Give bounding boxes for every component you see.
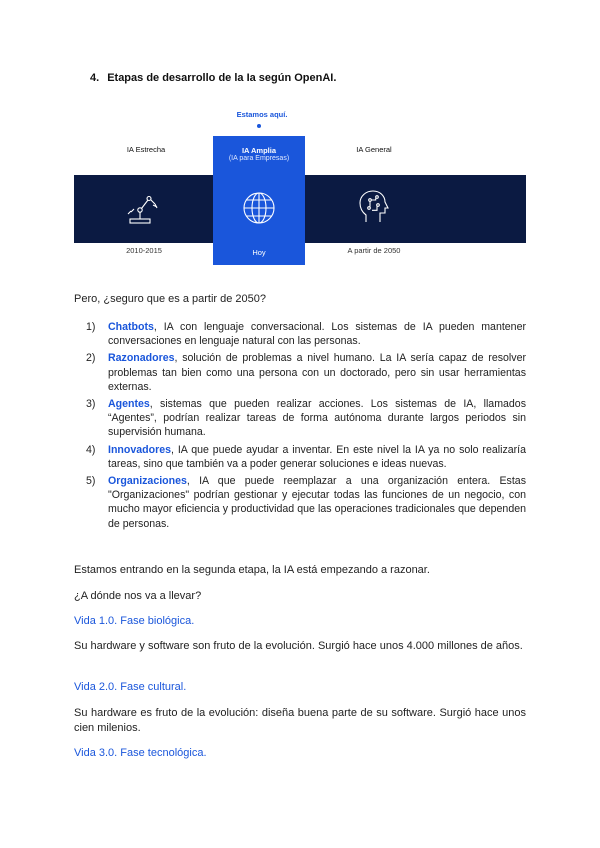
list-term: Agentes (108, 398, 150, 411)
robot-arm-icon (124, 190, 164, 231)
here-label: Estamos aquí. (236, 110, 288, 119)
life3-title: Vida 3.0. Fase tecnológica. (74, 747, 207, 759)
life2-title: Vida 2.0. Fase cultural. (74, 681, 187, 693)
question-paragraph: Pero, ¿seguro que es a partir de 2050? (74, 293, 267, 305)
list-text: , IA que puede reemplazar a una organización entera. Estas "Organizaciones" podrían gestionar y ejecutar todas las funciones de un negocio, con mucho mayor eficiencia y productividad que las operaciones tradicionales que dependen de personas. (108, 475, 526, 530)
list-number: 1) (86, 321, 96, 333)
list-item (86, 320, 526, 348)
life2-text: Su hardware es fruto de la evolución: diseña buena parte de su software. Surgió hace unos cien milenios. (74, 707, 526, 734)
where-paragraph: ¿A dónde nos va a llevar? (74, 590, 202, 602)
life1-text: Su hardware y software son fruto de la evolución. Surgió hace unos 4.000 millones de años. (74, 640, 523, 652)
stage-narrow-title: IA Estrecha (126, 145, 166, 154)
list-text: , IA con lenguaje conversacional. Los sistemas de IA pueden mantener conversaciones en lenguaje natural con las personas. (108, 321, 526, 348)
list-number: 2) (86, 352, 96, 365)
list-number: 3) (86, 398, 96, 411)
list-text: , solución de problemas a nivel humano. La IA sería capaz de resolver problemas tan bien como una persona con un doctorado, pero sin usar herramientas externas. (108, 352, 526, 393)
list-text: , sistemas que pueden realizar acciones. Los sistemas de IA, llamados “Agentes”, podrían realizar tareas de forma autónoma durante largos periodos sin supervisión humana. (108, 398, 526, 439)
stage-general-date: A partir de 2050 (347, 246, 401, 255)
stage-broad-subtitle: (IA para Empresas) (228, 155, 290, 162)
list-term: Razonadores (108, 352, 175, 365)
stages-list (86, 320, 526, 534)
stage-general-title: IA General (356, 145, 392, 154)
list-item (86, 397, 526, 440)
stage-broad-date: Hoy (252, 248, 266, 257)
list-number: 4) (86, 443, 96, 456)
list-item (86, 443, 526, 471)
list-term: Organizaciones (108, 475, 187, 488)
heading-number: 4. (90, 72, 100, 84)
list-item (86, 474, 526, 531)
head-circuit-icon (356, 188, 392, 231)
life1-title: Vida 1.0. Fase biológica. (74, 615, 195, 627)
list-term: Chatbots (108, 321, 154, 333)
heading-text: Etapas de desarrollo de la Ia según OpenAI. (107, 72, 337, 84)
list-text: , IA que puede ayudar a inventar. En este nivel la IA ya no solo realizaría tareas, sino que también va a poder generar soluciones e ideas nuevas. (108, 443, 526, 470)
list-term: Innovadores (108, 443, 171, 456)
stage-narrow-date: 2010-2015 (126, 246, 162, 255)
list-item (86, 351, 526, 394)
stage-broad-title: IA Amplia (241, 146, 277, 155)
section-heading (90, 72, 336, 84)
ai-stages-diagram (74, 104, 526, 269)
stage-paragraph: Estamos entrando en la segunda etapa, la IA está empezando a razonar. (74, 564, 430, 576)
list-number: 5) (86, 475, 96, 488)
globe-icon (239, 188, 279, 233)
here-marker-dot (257, 124, 261, 128)
